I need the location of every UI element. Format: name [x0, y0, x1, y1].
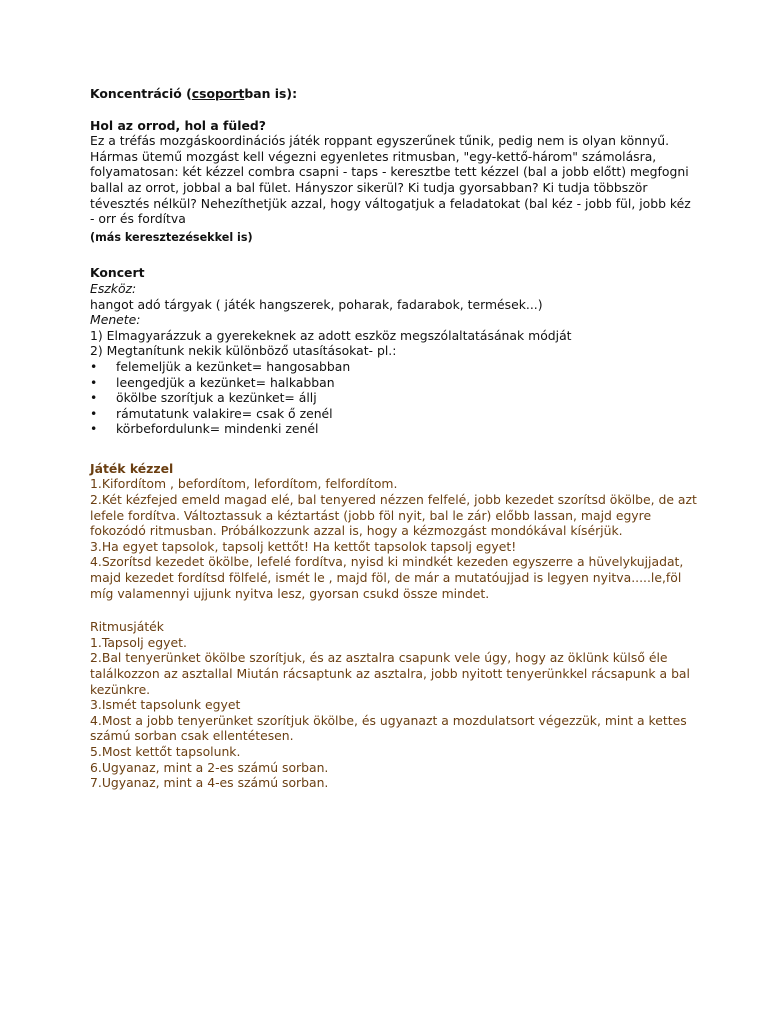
section4-line: 4.Most a jobb tenyerünket szorítjuk ökölbe, és ugyanazt a mozdulatsort végezzük, mint a kettes: [90, 712, 687, 728]
bullet-item: [90, 421, 710, 437]
bullet-text: körbefordulunk= mindenki zenél: [116, 421, 319, 437]
bullet-icon: •: [90, 405, 98, 421]
section3-line: lefele fordítva. Változtassuk a kéztartást (jobb föl nyit, bal le zár) előbb lassan, majd egyre: [90, 507, 652, 523]
section4-line: kezünkre.: [90, 681, 151, 697]
section4-line: 1.Tapsolj egyet.: [90, 634, 187, 650]
bullet-text: leengedjük a kezünket= halkabban: [116, 374, 335, 390]
section3-line: fokozódó ritmusban. Próbálkozzunk azzal is, hogy a kézmozgást mondókával kísérjük.: [90, 523, 623, 539]
section1-subtitle: Hol az orrod, hol a füled?: [90, 117, 266, 133]
section3-line: 2.Két kézfejed emeld magad elé, bal tenyered nézzen felfelé, jobb kezedet szorítsd ökölbe, de azt: [90, 492, 697, 508]
bullet-item: [90, 390, 710, 406]
section3-line: 4.Szorítsd kezedet ökölbe, lefelé fordítva, nyisd ki mindkét kezeden egyszerre a hüvelykujjadat,: [90, 554, 684, 570]
bullet-text: ökölbe szorítjuk a kezünket= állj: [116, 390, 317, 406]
section4-line: 2.Bal tenyerünket ökölbe szorítjuk, és az asztalra csapunk vele úgy, hogy az öklünk külső éle: [90, 650, 668, 666]
section1-title: [90, 86, 710, 102]
section3-title: Játék kézzel: [90, 460, 174, 476]
bullet-icon: •: [90, 374, 98, 390]
bullet-icon: •: [90, 421, 98, 437]
bullet-text: felemeljük a kezünket= hangosabban: [116, 358, 351, 374]
section2-title: Koncert: [90, 265, 145, 281]
section1-line: tévesztés nélkül? Nehezíthetjük azzal, hogy váltogatjuk a feladatokat (bal kéz - jobb fül, jobb kéz: [90, 195, 691, 211]
step-item: 1) Elmagyarázzuk a gyerekeknek az adott eszköz megszólaltatásának módját: [90, 327, 572, 343]
section4-line: 3.Ismét tapsolunk egyet: [90, 697, 241, 713]
section1-note: (más keresztezésekkel is): [90, 230, 253, 244]
section1-line: Ez a tréfás mozgáskoordinációs játék roppant egyszerűnek tűnik, pedig nem is olyan könnyű.: [90, 133, 670, 149]
document-page: [90, 86, 710, 791]
bullet-icon: •: [90, 390, 98, 406]
section1-line: - orr és fordítva: [90, 211, 186, 227]
title-prefix: Koncentráció (: [90, 86, 192, 101]
bullet-text: rámutatunk valakire= csak ő zenél: [116, 405, 333, 421]
section4-line: találkozzon az asztallal Miután rácsaptunk az asztalra, jobb nyitott tenyerünkkel rácsapunk a bal: [90, 666, 690, 681]
section4-title: Ritmusjáték: [90, 619, 164, 635]
section1-line: ballal az orrot, jobbal a bal fület. Hányszor sikerül? Ki tudja gyorsabban? Ki tudja többször: [90, 179, 648, 195]
bullet-item: [90, 375, 710, 391]
section3-line: 3.Ha egyet tapsolok, tapsolj kettőt! Ha kettőt tapsolok tapsolj egyet!: [90, 538, 517, 554]
tools-label: Eszköz:: [90, 280, 137, 296]
section3-line: míg valamennyi ujjunk nyitva lesz, gyorsan csukd össze mindet.: [90, 585, 490, 601]
section3-line: majd kezedet fordítsd fölfelé, ismét le , majd föl, de már a mutatóujjad is legyen nyitva.....le,föl: [90, 570, 682, 586]
section4-line: 6.Ugyanaz, mint a 2-es számú sorban.: [90, 759, 329, 775]
section4-line: 7.Ugyanaz, mint a 4-es számú sorban.: [90, 775, 329, 791]
section3-line: 1.Kifordítom , befordítom, lefordítom, felfordítom.: [90, 476, 398, 492]
bullet-item: [90, 406, 710, 422]
section1-line: Hármas ütemű mozgást kell végezni egyenletes ritmusban, "egy-kettő-három" számolásra,: [90, 148, 657, 164]
bullet-icon: •: [90, 358, 98, 374]
section4-line: 5.Most kettőt tapsolunk.: [90, 743, 241, 759]
section4-line: számú sorban csak ellentétesen.: [90, 728, 294, 744]
section1-line: folyamatosan: két kézzel combra csapni - taps - keresztbe tett kézzel (bal a jobb előtt) megfogni: [90, 164, 689, 180]
title-underlined-word: csoport: [191, 86, 245, 101]
step-item: 2) Megtanítunk nekik különböző utasításokat- pl.:: [90, 343, 397, 359]
bullet-item: [90, 359, 710, 375]
tools-text: hangot adó tárgyak ( játék hangszerek, poharak, fadarabok, termések...): [90, 296, 543, 312]
title-suffix: ban is):: [244, 86, 298, 101]
steps-label: Menete:: [90, 312, 141, 328]
